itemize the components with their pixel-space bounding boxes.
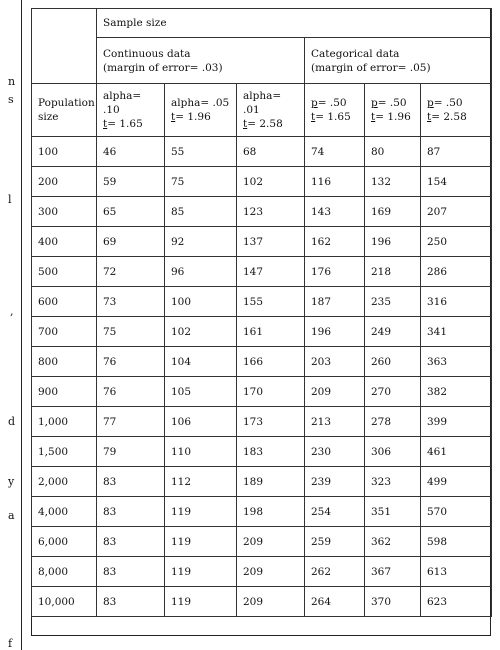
sample-size-cell: 83 xyxy=(97,467,165,497)
sample-size-cell: 68 xyxy=(237,137,305,167)
sample-size-cell: 123 xyxy=(237,197,305,227)
table-row xyxy=(32,257,492,287)
sample-size-cell: 306 xyxy=(365,437,421,467)
sample-size-cell: 83 xyxy=(97,587,165,617)
table-row xyxy=(32,287,492,317)
sample-size-cell: 69 xyxy=(97,227,165,257)
sample-size-cell: 87 xyxy=(421,137,492,167)
sample-size-cell: 102 xyxy=(237,167,305,197)
sample-size-cell: 119 xyxy=(165,557,237,587)
margin-text-fragment: , xyxy=(10,305,14,318)
sample-size-cell: 187 xyxy=(305,287,365,317)
sample-size-cell: 132 xyxy=(365,167,421,197)
sample-size-cell: 161 xyxy=(237,317,305,347)
sample-size-cell: 75 xyxy=(165,167,237,197)
sample-size-cell: 623 xyxy=(421,587,492,617)
header-sample-size: Sample size xyxy=(97,9,492,38)
sample-size-cell: 189 xyxy=(237,467,305,497)
population-size-cell: 8,000 xyxy=(32,557,97,587)
table-row xyxy=(32,407,492,437)
sample-size-cell: 104 xyxy=(165,347,237,377)
population-size-cell: 200 xyxy=(32,167,97,197)
sample-size-cell: 73 xyxy=(97,287,165,317)
column-header: alpha= .05 t= 1.96 xyxy=(165,84,237,137)
sample-size-cell: 102 xyxy=(165,317,237,347)
sample-size-cell: 76 xyxy=(97,377,165,407)
sample-size-cell: 209 xyxy=(237,557,305,587)
sample-size-cell: 613 xyxy=(421,557,492,587)
sample-size-cell: 286 xyxy=(421,257,492,287)
header-blank xyxy=(32,9,97,84)
column-rule xyxy=(21,0,22,650)
sample-size-cell: 399 xyxy=(421,407,492,437)
table-row xyxy=(32,437,492,467)
margin-text-fragment: l xyxy=(8,193,12,206)
population-size-cell: 900 xyxy=(32,377,97,407)
sample-size-cell: 92 xyxy=(165,227,237,257)
header-categorical-group: Categorical data (margin of error= .05) xyxy=(305,38,492,84)
population-size-cell: 4,000 xyxy=(32,497,97,527)
sample-size-cell: 83 xyxy=(97,527,165,557)
sample-size-cell: 85 xyxy=(165,197,237,227)
sample-size-cell: 209 xyxy=(237,527,305,557)
sample-size-table xyxy=(31,8,492,617)
column-header: p= .50 t= 1.65 xyxy=(305,84,365,137)
header-continuous-group: Continuous data (margin of error= .03) xyxy=(97,38,305,84)
sample-size-cell: 79 xyxy=(97,437,165,467)
sample-size-cell: 72 xyxy=(97,257,165,287)
sample-size-cell: 154 xyxy=(421,167,492,197)
sample-size-cell: 213 xyxy=(305,407,365,437)
sample-size-cell: 570 xyxy=(421,497,492,527)
sample-size-cell: 74 xyxy=(305,137,365,167)
sample-size-cell: 209 xyxy=(237,587,305,617)
sample-size-cell: 196 xyxy=(305,317,365,347)
population-size-cell: 500 xyxy=(32,257,97,287)
sample-size-cell: 230 xyxy=(305,437,365,467)
column-header: alpha= .01 t= 2.58 xyxy=(237,84,305,137)
sample-size-cell: 270 xyxy=(365,377,421,407)
sample-size-cell: 235 xyxy=(365,287,421,317)
sample-size-cell: 100 xyxy=(165,287,237,317)
sample-size-cell: 259 xyxy=(305,527,365,557)
sample-size-cell: 250 xyxy=(421,227,492,257)
margin-text-fragment: y xyxy=(8,475,15,488)
population-size-cell: 300 xyxy=(32,197,97,227)
sample-size-cell: 162 xyxy=(305,227,365,257)
margin-text-fragment: a xyxy=(8,509,15,522)
sample-size-cell: 264 xyxy=(305,587,365,617)
table-row xyxy=(32,377,492,407)
sample-size-cell: 207 xyxy=(421,197,492,227)
table-row xyxy=(32,347,492,377)
sample-size-cell: 59 xyxy=(97,167,165,197)
sample-size-cell: 176 xyxy=(305,257,365,287)
table-row xyxy=(32,587,492,617)
sample-size-cell: 316 xyxy=(421,287,492,317)
sample-size-cell: 363 xyxy=(421,347,492,377)
sample-size-cell: 166 xyxy=(237,347,305,377)
sample-size-cell: 170 xyxy=(237,377,305,407)
sample-size-cell: 116 xyxy=(305,167,365,197)
margin-text-fragment: f xyxy=(8,637,13,650)
sample-size-cell: 262 xyxy=(305,557,365,587)
sample-size-cell: 362 xyxy=(365,527,421,557)
sample-size-cell: 203 xyxy=(305,347,365,377)
margin-text-fragment: n xyxy=(8,75,16,88)
table-row xyxy=(32,497,492,527)
sample-size-cell: 55 xyxy=(165,137,237,167)
population-size-cell: 600 xyxy=(32,287,97,317)
sample-size-cell: 461 xyxy=(421,437,492,467)
sample-size-cell: 119 xyxy=(165,497,237,527)
sample-size-cell: 341 xyxy=(421,317,492,347)
population-size-cell: 800 xyxy=(32,347,97,377)
sample-size-cell: 260 xyxy=(365,347,421,377)
sample-size-cell: 198 xyxy=(237,497,305,527)
sample-size-cell: 137 xyxy=(237,227,305,257)
population-size-cell: 100 xyxy=(32,137,97,167)
sample-size-cell: 83 xyxy=(97,557,165,587)
sample-size-cell: 249 xyxy=(365,317,421,347)
population-size-cell: 2,000 xyxy=(32,467,97,497)
sample-size-cell: 499 xyxy=(421,467,492,497)
sample-size-cell: 119 xyxy=(165,527,237,557)
sample-size-cell: 119 xyxy=(165,587,237,617)
table-row xyxy=(32,227,492,257)
sample-size-cell: 183 xyxy=(237,437,305,467)
sample-size-cell: 77 xyxy=(97,407,165,437)
sample-size-cell: 80 xyxy=(365,137,421,167)
header-population-size: Population size xyxy=(32,84,97,137)
sample-size-cell: 106 xyxy=(165,407,237,437)
population-size-cell: 1,500 xyxy=(32,437,97,467)
sample-size-cell: 83 xyxy=(97,497,165,527)
sample-size-cell: 75 xyxy=(97,317,165,347)
sample-size-cell: 196 xyxy=(365,227,421,257)
sample-size-cell: 76 xyxy=(97,347,165,377)
sample-size-cell: 351 xyxy=(365,497,421,527)
table-row xyxy=(32,167,492,197)
column-header: p= .50 t= 2.58 xyxy=(421,84,492,137)
population-size-cell: 1,000 xyxy=(32,407,97,437)
sample-size-cell: 110 xyxy=(165,437,237,467)
sample-size-cell: 65 xyxy=(97,197,165,227)
sample-size-cell: 370 xyxy=(365,587,421,617)
sample-size-cell: 169 xyxy=(365,197,421,227)
sample-size-cell: 209 xyxy=(305,377,365,407)
sample-size-cell: 382 xyxy=(421,377,492,407)
table-row xyxy=(32,137,492,167)
sample-size-cell: 96 xyxy=(165,257,237,287)
sample-size-cell: 254 xyxy=(305,497,365,527)
sample-size-cell: 598 xyxy=(421,527,492,557)
population-size-cell: 700 xyxy=(32,317,97,347)
sample-size-cell: 46 xyxy=(97,137,165,167)
sample-size-cell: 218 xyxy=(365,257,421,287)
population-size-cell: 6,000 xyxy=(32,527,97,557)
table-row xyxy=(32,527,492,557)
population-size-cell: 10,000 xyxy=(32,587,97,617)
table-row xyxy=(32,197,492,227)
margin-text-fragment: s xyxy=(8,93,14,106)
sample-size-cell: 323 xyxy=(365,467,421,497)
sample-size-cell: 173 xyxy=(237,407,305,437)
column-header: alpha= .10 t= 1.65 xyxy=(97,84,165,137)
sample-size-cell: 147 xyxy=(237,257,305,287)
table-row xyxy=(32,467,492,497)
sample-size-cell: 278 xyxy=(365,407,421,437)
table-row xyxy=(32,557,492,587)
column-header: p= .50 t= 1.96 xyxy=(365,84,421,137)
sample-size-cell: 112 xyxy=(165,467,237,497)
sample-size-cell: 105 xyxy=(165,377,237,407)
sample-size-cell: 155 xyxy=(237,287,305,317)
sample-size-cell: 143 xyxy=(305,197,365,227)
table-row xyxy=(32,317,492,347)
sample-size-cell: 367 xyxy=(365,557,421,587)
population-size-cell: 400 xyxy=(32,227,97,257)
margin-text-fragment: d xyxy=(8,415,16,428)
sample-size-cell: 239 xyxy=(305,467,365,497)
